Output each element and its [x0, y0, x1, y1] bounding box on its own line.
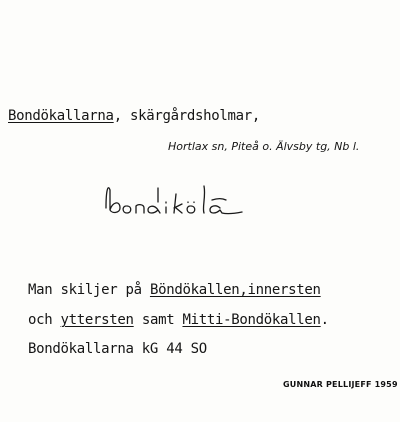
handwritten-pronunciation: [100, 180, 270, 222]
body-line-1: [28, 282, 321, 298]
place-reference: Hortlax sn, Piteå o. Älvsby tg, Nb l.: [168, 140, 360, 153]
body-text: samt: [133, 312, 183, 328]
body-text: och: [28, 312, 61, 328]
headword-line: [8, 108, 260, 124]
body-line-3: Bondökallarna kG 44 SO: [28, 341, 207, 357]
name-innersten: Böndökallen,innersten: [149, 282, 321, 298]
body-line-2: [28, 312, 329, 328]
headword-description: , skärgårdsholmar,: [113, 108, 261, 124]
collector-signature: GUNNAR PELLIJEFF 1959: [283, 380, 398, 389]
body-text: Man skiljer på: [28, 282, 150, 298]
body-text: .: [320, 312, 329, 328]
name-mitti-bondokallen: Mitti-Bondökallen: [182, 312, 321, 328]
headword: Bondökallarna: [8, 108, 114, 124]
name-yttersten: yttersten: [60, 312, 134, 328]
